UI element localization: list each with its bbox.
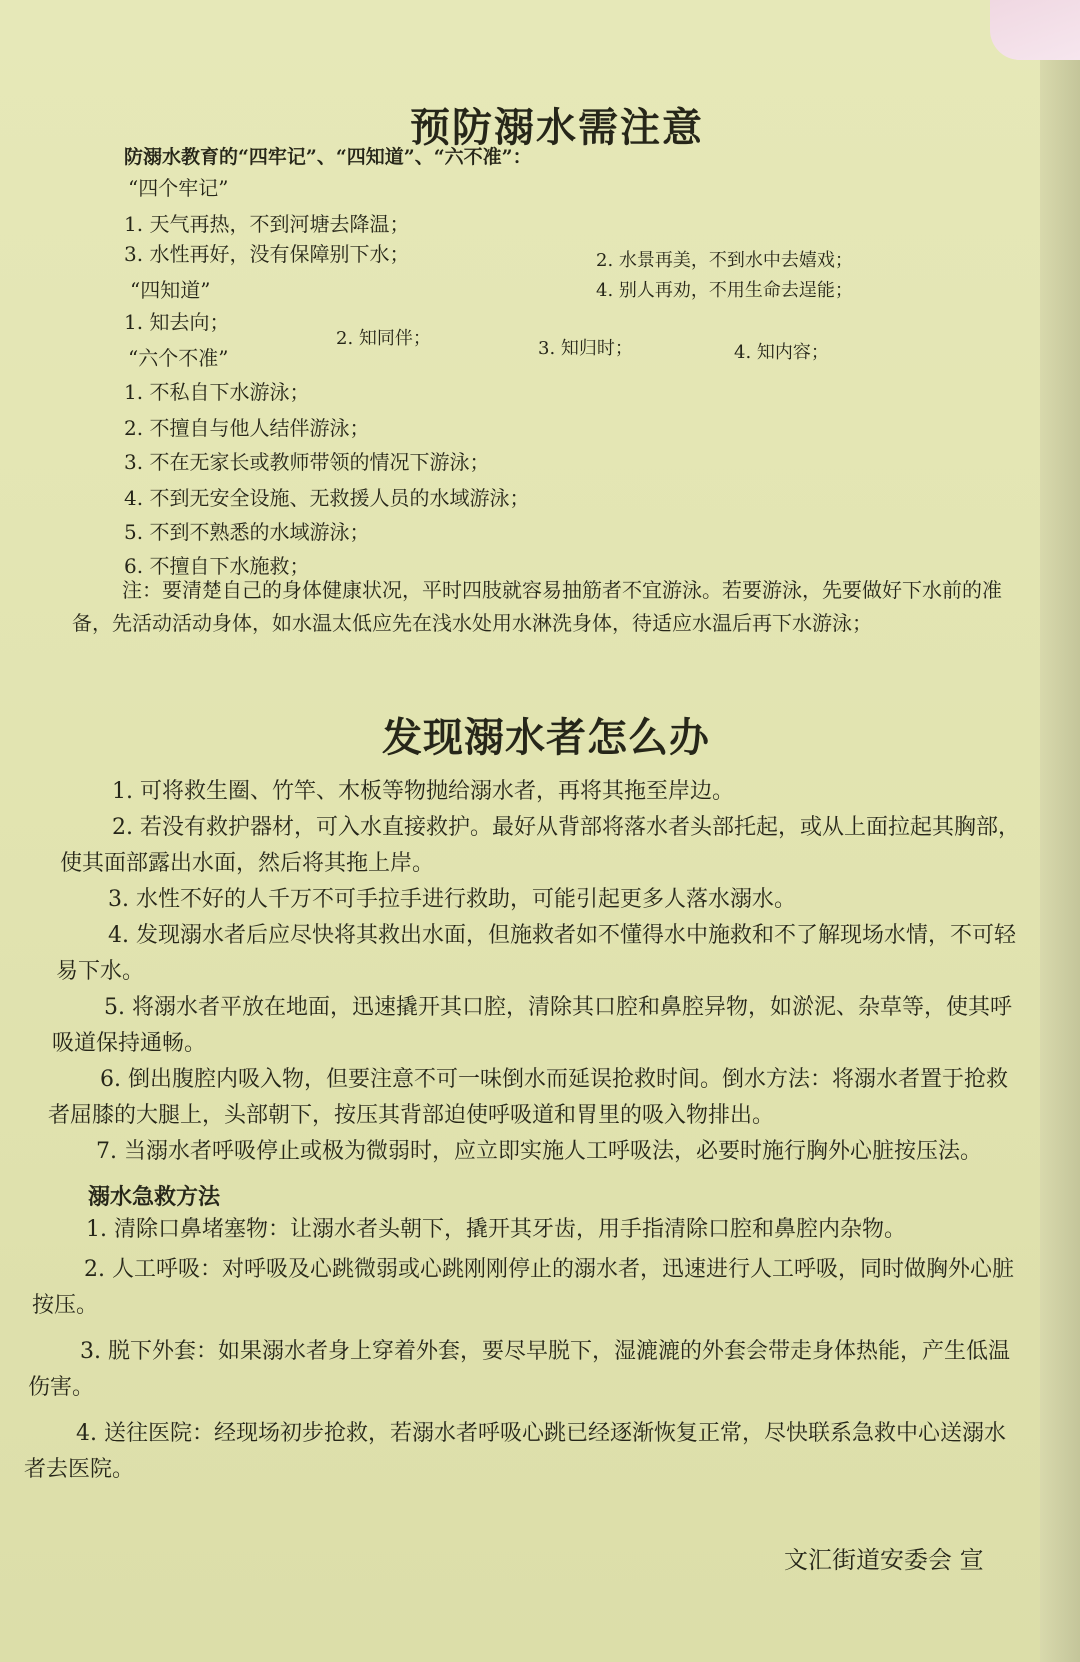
background-corner (990, 0, 1080, 60)
paper-edge (1040, 0, 1080, 1662)
six-not-item-3: 3. 不在无家长或教师带领的情况下游泳； (124, 450, 490, 474)
four-know-item-2: 2. 知同伴； (336, 328, 431, 349)
four-remember-item-2: 2. 水景再美，不到水中去嬉戏； (596, 250, 853, 271)
four-remember-heading: “四个牢记” (128, 176, 229, 200)
four-know-item-1: 1. 知去向； (124, 310, 230, 334)
four-remember-item-4: 4. 别人再劝，不用生命去逞能； (596, 280, 853, 301)
rescue-item-1: 1. 可将救生圈、竹竿、木板等物抛给溺水者，再将其拖至岸边。 (112, 779, 734, 804)
four-remember-item-3: 3. 水性再好，没有保障别下水； (124, 242, 410, 266)
six-not-item-5: 5. 不到不熟悉的水域游泳； (124, 520, 370, 544)
rescue-item-2: 2. 若没有救护器材，可入水直接救护。最好从背部将落水者头部托起，或从上面拉起其胸部，使其面部露出水面，然后将其拖上岸。 (60, 815, 1020, 876)
four-know-item-3: 3. 知归时； (538, 338, 633, 359)
four-remember-item-1: 1. 天气再热，不到河塘去降温； (124, 212, 410, 236)
rescue-item-5: 5. 将溺水者平放在地面，迅速撬开其口腔，清除其口腔和鼻腔异物，如淤泥、杂草等，使其呼吸道保持通畅。 (52, 995, 1012, 1056)
poster-title: 预防溺水需注意 (410, 104, 704, 151)
six-not-item-2: 2. 不擅自与他人结伴游泳； (124, 416, 370, 440)
six-not-item-1: 1. 不私自下水游泳； (124, 380, 310, 404)
rescue-title: 发现溺水者怎么办 (382, 714, 710, 761)
intro-line: 防溺水教育的“四牢记”、“四知道”、“六不准”： (124, 146, 532, 168)
first-aid-item-3: 3. 脱下外套：如果溺水者身上穿着外套，要尽早脱下，湿漉漉的外套会带走身体热能，产生低温伤害。 (28, 1339, 1010, 1400)
rescue-item-7: 7. 当溺水者呼吸停止或极为微弱时，应立即实施人工呼吸法，必要时施行胸外心脏按压法。 (96, 1139, 982, 1164)
six-not-item-4: 4. 不到无安全设施、无救援人员的水域游泳； (124, 486, 530, 510)
four-know-item-4: 4. 知内容； (734, 342, 829, 363)
first-aid-item-2: 2. 人工呼吸：对呼吸及心跳微弱或心跳刚刚停止的溺水者，迅速进行人工呼吸，同时做胸外心脏按压。 (32, 1257, 1014, 1318)
safety-note: 注：要清楚自己的身体健康状况，平时四肢就容易抽筋者不宜游泳。若要游泳，先要做好下水前的准备，先活动活动身体，如水温太低应先在浅水处用水淋洗身体，待适应水温后再下水游泳； (72, 578, 1002, 635)
six-not-item-6: 6. 不擅自下水施救； (124, 554, 310, 578)
four-know-heading: “四知道” (130, 278, 211, 302)
first-aid-item-1: 1. 清除口鼻堵塞物：让溺水者头朝下，撬开其牙齿，用手指清除口腔和鼻腔内杂物。 (86, 1217, 906, 1242)
first-aid-heading: 溺水急救方法 (88, 1184, 221, 1210)
rescue-item-3: 3. 水性不好的人千万不可手拉手进行救助，可能引起更多人落水溺水。 (108, 887, 796, 912)
rescue-item-4: 4. 发现溺水者后应尽快将其救出水面，但施救者如不懂得水中施救和不了解现场水情，不可轻易下水。 (56, 923, 1016, 984)
signature: 文汇街道安委会 宣 (784, 1546, 984, 1574)
six-not-heading: “六个不准” (128, 346, 229, 370)
first-aid-item-4: 4. 送往医院：经现场初步抢救，若溺水者呼吸心跳已经逐渐恢复正常，尽快联系急救中心送溺水者去医院。 (24, 1421, 1006, 1482)
rescue-item-6: 6. 倒出腹腔内吸入物，但要注意不可一味倒水而延误抢救时间。倒水方法：将溺水者置于抢救者屈膝的大腿上，头部朝下，按压其背部迫使呼吸道和胃里的吸入物排出。 (48, 1067, 1008, 1128)
